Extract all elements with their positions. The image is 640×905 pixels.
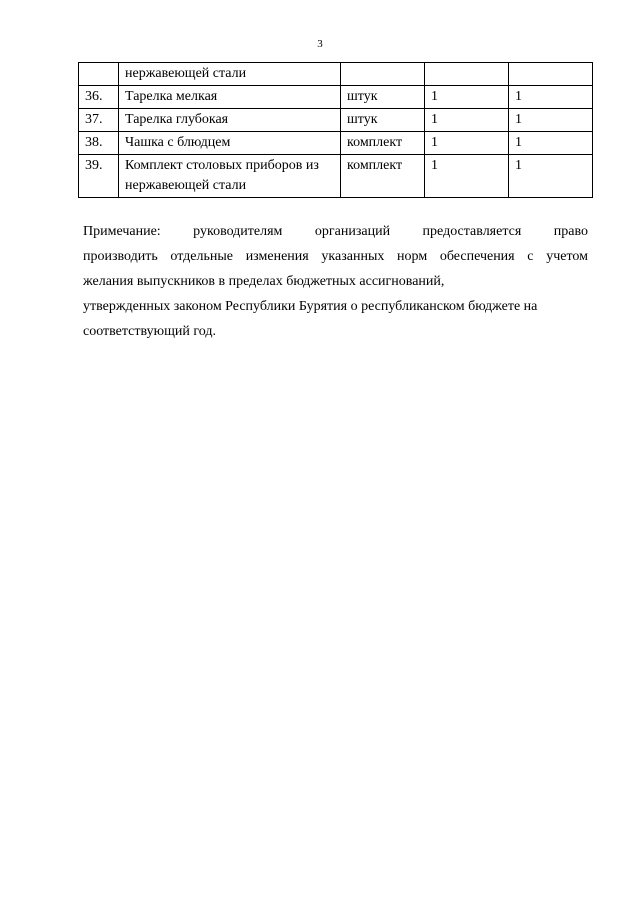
note-line: Примечание: руководителям организаций предоставляется право: [83, 224, 588, 239]
item-name: Тарелка мелкая: [119, 86, 341, 109]
quantity-2: 1: [509, 132, 593, 155]
note-line: желания выпускников в пределах бюджетных ассигнований,: [83, 274, 445, 289]
note-line: утвержденных законом Республики Бурятия о республиканском бюджете на: [83, 299, 538, 314]
unit: [341, 63, 425, 86]
row-number: 39.: [79, 155, 119, 198]
quantity-1: 1: [425, 155, 509, 198]
unit: штук: [341, 109, 425, 132]
row-number: 36.: [79, 86, 119, 109]
table-row: [79, 86, 593, 109]
quantity-1: 1: [425, 132, 509, 155]
item-name: Чашка с блюдцем: [119, 132, 341, 155]
quantity-2: 1: [509, 109, 593, 132]
table-row: [79, 63, 593, 86]
quantity-2: 1: [509, 86, 593, 109]
note-paragraph: [83, 219, 588, 344]
unit: штук: [341, 86, 425, 109]
note-line: производить отдельные изменения указанных норм обеспечения с учетом: [83, 249, 588, 264]
table-row: [79, 109, 593, 132]
quantity-1: 1: [425, 86, 509, 109]
unit: комплект: [341, 132, 425, 155]
item-name: Тарелка глубокая: [119, 109, 341, 132]
item-name: Комплект столовых приборов из нержавеющей стали: [119, 155, 341, 198]
quantity-2: 1: [509, 155, 593, 198]
page-number: 3: [317, 38, 323, 50]
item-name: нержавеющей стали: [119, 63, 341, 86]
quantity-1: [425, 63, 509, 86]
table-row: [79, 155, 593, 198]
table-row: [79, 132, 593, 155]
norms-table: [78, 62, 593, 198]
quantity-2: [509, 63, 593, 86]
quantity-1: 1: [425, 109, 509, 132]
row-number: 37.: [79, 109, 119, 132]
note-line: соответствующий год.: [83, 324, 216, 339]
row-number: [79, 63, 119, 86]
row-number: 38.: [79, 132, 119, 155]
unit: комплект: [341, 155, 425, 198]
